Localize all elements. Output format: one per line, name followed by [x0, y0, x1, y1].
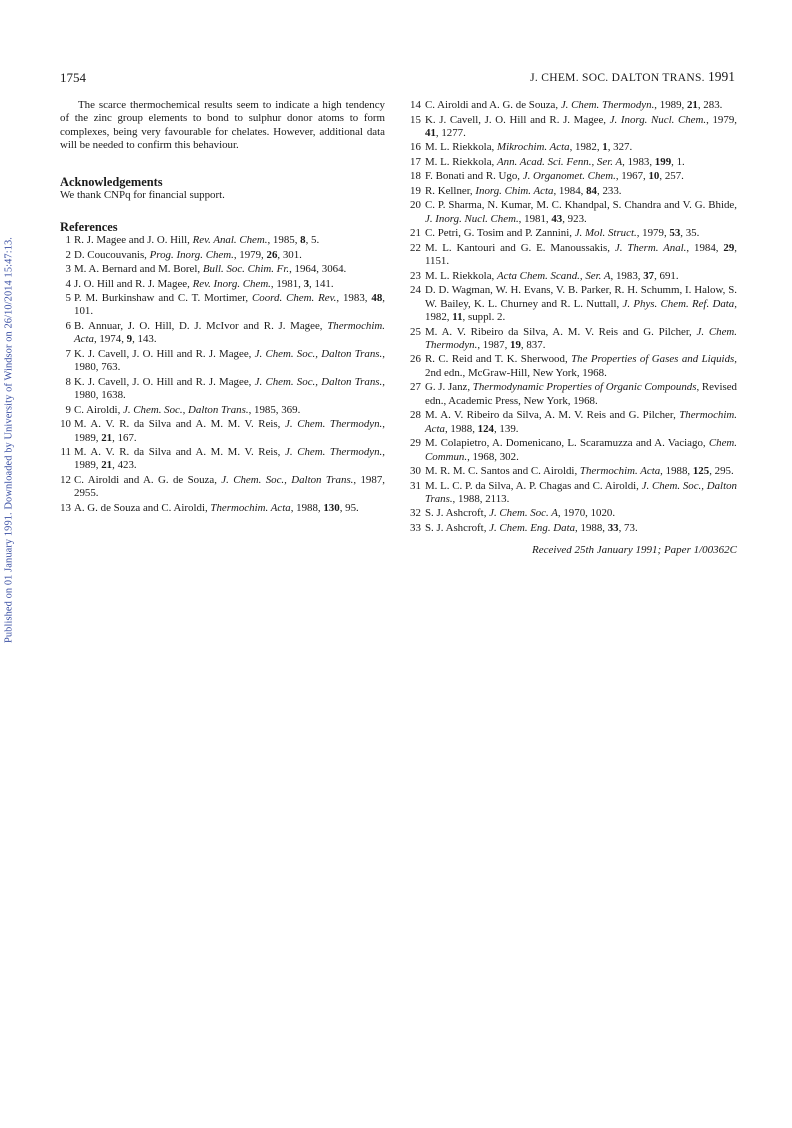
reference-authors: C. Airoldi,	[74, 403, 124, 416]
journal-year: 1991	[708, 69, 735, 84]
reference-volume: 48	[371, 292, 383, 305]
reference-journal: Inorg. Chim. Acta	[475, 184, 554, 197]
reference-authors: K. J. Cavell, J. O. Hill and R. J. Magee,	[425, 113, 610, 126]
reference-journal: Thermochim. Acta	[210, 501, 291, 514]
reference-authors: M. A. V. R. da Silva and A. M. M. V. Reis,	[74, 418, 286, 431]
download-watermark-text[interactable]: Published on 01 January 1991. Downloaded by University of Windsor on 26/10/2014 15:47:13.	[3, 237, 15, 643]
reference-year: , 1982,	[425, 297, 737, 324]
reference-year: , 1974,	[93, 333, 127, 346]
reference-pages: , 101.	[74, 292, 386, 318]
reference-year: , 1983,	[622, 155, 655, 168]
reference-number: 17	[410, 155, 421, 168]
left-column	[60, 99, 385, 516]
reference-journal: J. Chem. Thermodyn.	[560, 99, 655, 111]
reference-journal: The Properties of Gases and Liquids	[571, 353, 735, 366]
reference-year: , 1987,	[477, 338, 511, 351]
reference-volume: 19	[510, 338, 521, 351]
reference-authors: A. G. de Souza and C. Airoldi,	[74, 501, 211, 514]
reference-number: 24	[410, 284, 421, 297]
reference-journal: J. Inorg. Nucl. Chem.	[425, 212, 519, 225]
reference-number: 5	[65, 292, 71, 305]
reference-volume: 11	[452, 311, 463, 324]
reference-volume: 33	[607, 521, 619, 534]
reference-pages: , 301.	[277, 248, 302, 261]
reference-year: , 1979,	[636, 227, 670, 240]
reference-pages: , 95.	[339, 501, 359, 514]
reference-number: 8	[65, 375, 71, 388]
reference-authors: D. D. Wagman, W. H. Evans, V. B. Parker, R. H. Schumm, I. Halow, S. W. Bailey, K. L. Churney and R. L. Nuttall,	[425, 284, 737, 310]
download-watermark	[2, 180, 16, 700]
reference-year: , 1964, 3064.	[289, 263, 347, 276]
reference-journal: J. Phys. Chem. Ref. Data	[622, 297, 735, 310]
reference-volume: 21	[101, 431, 113, 444]
reference-authors: R. J. Magee and J. O. Hill,	[74, 234, 193, 247]
reference-journal: J. Therm. Anal.	[614, 241, 687, 254]
reference-pages: , 233.	[597, 184, 622, 197]
reference-item	[411, 99, 737, 112]
reference-pages: , 327.	[607, 141, 633, 154]
reference-authors: M. L. C. P. da Silva, A. P. Chagas and C. Airoldi,	[425, 479, 642, 492]
reference-number: 11	[60, 446, 71, 459]
reference-pages: , suppl. 2.	[462, 311, 506, 324]
reference-volume: 84	[586, 184, 597, 197]
reference-volume: 124	[477, 422, 494, 435]
reference-authors: M. L. Riekkola,	[425, 155, 497, 168]
reference-number: 10	[60, 418, 71, 431]
reference-authors: D. Coucouvanis,	[74, 248, 150, 261]
reference-item	[411, 480, 737, 507]
reference-pages: , 35.	[680, 227, 700, 240]
reference-list-left	[60, 234, 385, 515]
reference-number: 30	[410, 465, 421, 478]
reference-authors: M. A. Bernard and M. Borel,	[74, 263, 203, 276]
reference-item	[411, 326, 737, 353]
reference-pages: , 1.	[671, 155, 685, 168]
reference-journal: J. Inorg. Nucl. Chem.	[609, 113, 707, 126]
reference-pages: , 423.	[112, 459, 137, 472]
reference-authors: P. M. Burkinshaw and C. T. Mortimer,	[74, 292, 253, 305]
reference-authors: M. Colapietro, A. Domenicano, L. Scaramuzza and A. Vaciago,	[425, 437, 709, 450]
reference-volume: 41	[425, 126, 436, 139]
reference-item	[411, 353, 737, 380]
reference-year: , 1984,	[686, 241, 724, 254]
reference-authors: G. J. Janz,	[425, 381, 473, 394]
reference-journal: Coord. Chem. Rev.	[252, 292, 337, 305]
reference-year: , 1979,	[706, 113, 737, 126]
reference-number: 32	[410, 507, 421, 520]
reference-number: 31	[410, 479, 421, 492]
reference-pages: , 167.	[112, 431, 137, 444]
reference-authors: M. L. Riekkola,	[425, 269, 497, 282]
reference-number: 26	[410, 353, 421, 366]
reference-year: , 1988, 2113.	[452, 492, 510, 505]
reference-year: , 1968, 302.	[467, 450, 519, 463]
reference-number: 6	[65, 319, 71, 332]
reference-item	[60, 502, 385, 515]
reference-journal: Thermochim. Acta	[74, 319, 385, 346]
reference-pages: , 283.	[697, 99, 723, 111]
reference-authors: S. J. Ashcroft,	[425, 507, 490, 520]
reference-year: , 1980, 1638.	[74, 375, 385, 402]
reference-item	[411, 507, 737, 520]
reference-list-right	[411, 99, 737, 535]
reference-number: 20	[410, 199, 421, 212]
reference-journal: Thermodynamic Properties of Organic Compounds	[472, 381, 697, 394]
reference-item	[411, 114, 737, 141]
reference-authors: C. P. Sharma, N. Kumar, M. C. Khandpal, S. Chandra and V. G. Bhide,	[425, 199, 737, 212]
received-line: Received 25th January 1991; Paper 1/00362C	[532, 544, 737, 557]
reference-journal: Prog. Inorg. Chem.	[149, 248, 234, 261]
reference-journal: J. Organomet. Chem.	[522, 170, 616, 183]
journal-running-header	[530, 69, 735, 85]
reference-number: 19	[410, 184, 421, 197]
reference-journal: J. Chem. Soc., Dalton Trans.	[425, 479, 737, 505]
reference-authors: M. A. V. Ribeiro da Silva, A. M. V. Reis and G. Pilcher,	[425, 409, 680, 422]
reference-journal: Rev. Anal. Chem.	[192, 234, 268, 247]
reference-journal: J. Chem. Soc., Dalton Trans.	[254, 347, 383, 360]
reference-authors: M. A. V. Ribeiro da Silva, A. M. V. Reis and G. Pilcher,	[425, 325, 697, 338]
reference-year: , 1982,	[569, 141, 603, 154]
reference-authors: J. O. Hill and R. J. Magee,	[74, 277, 193, 290]
reference-number: 28	[410, 409, 421, 422]
reference-pages: , 1277.	[435, 126, 466, 139]
reference-journal: Thermochim. Acta	[579, 465, 661, 478]
reference-number: 33	[410, 521, 421, 534]
reference-journal: Thermochim. Acta	[425, 409, 737, 435]
reference-pages: , 837.	[520, 338, 546, 351]
reference-journal: Acta Chem. Scand., Ser. A	[497, 269, 611, 282]
reference-volume: 1	[602, 141, 608, 154]
reference-pages: , 5.	[305, 234, 320, 247]
reference-volume: 9	[126, 333, 133, 346]
reference-journal: J. Chem. Thermodyn.	[425, 325, 737, 351]
reference-journal: J. Chem. Soc., Dalton Trans.	[254, 375, 383, 388]
reference-pages: , 923.	[562, 212, 587, 225]
reference-volume: 29	[723, 241, 735, 254]
reference-number: 29	[410, 437, 421, 450]
reference-number: 14	[410, 99, 421, 111]
reference-pages: , 691.	[654, 269, 679, 282]
reference-number: 13	[60, 501, 71, 514]
reference-number: 9	[65, 403, 71, 416]
reference-journal: Chem. Commun.	[425, 437, 737, 463]
reference-journal: J. Chem. Soc. A	[489, 507, 558, 520]
reference-year: , 1985, 369.	[248, 403, 301, 416]
reference-journal: J. Chem. Soc., Dalton Trans.	[221, 473, 354, 486]
reference-year: , 1989,	[654, 99, 687, 111]
reference-item	[60, 376, 385, 403]
reference-volume: 26	[266, 248, 278, 261]
reference-item	[60, 348, 385, 375]
reference-number: 23	[410, 269, 421, 282]
reference-pages: , 143.	[132, 333, 157, 346]
reference-item	[60, 474, 385, 501]
reference-item	[411, 199, 737, 226]
reference-volume: 21	[101, 459, 113, 472]
reference-year: , 1981,	[518, 212, 552, 225]
reference-year: , 1980, 763.	[74, 347, 385, 374]
reference-number: 4	[65, 277, 71, 290]
reference-item	[411, 284, 737, 324]
page-number: 1754	[60, 70, 86, 85]
reference-number: 7	[65, 347, 71, 360]
reference-year: , 1989,	[74, 418, 385, 444]
reference-authors: R. C. Reid and T. K. Sherwood,	[425, 353, 572, 366]
reference-item	[411, 156, 737, 169]
reference-journal: J. Chem. Thermodyn.	[285, 446, 383, 459]
reference-item	[411, 409, 737, 436]
reference-volume: 43	[551, 212, 563, 225]
journal-name: J. CHEM. SOC. DALTON TRANS.	[530, 72, 705, 84]
reference-pages: , 295.	[709, 465, 734, 478]
reference-pages: , 139.	[493, 422, 519, 435]
reference-journal: Mikrochim. Acta	[497, 141, 570, 154]
reference-item	[60, 263, 385, 276]
reference-volume: 125	[692, 465, 710, 478]
right-column	[411, 99, 737, 558]
reference-year: , 1981,	[270, 277, 304, 290]
reference-pages: , 1151.	[425, 241, 738, 268]
reference-item	[60, 418, 385, 445]
reference-journal: J. Mol. Struct.	[574, 227, 637, 240]
reference-year: , 1967,	[615, 170, 649, 183]
reference-volume: 3	[303, 277, 310, 290]
reference-year: , 1985,	[267, 234, 301, 247]
reference-year: , 1983,	[610, 269, 644, 282]
reference-number: 15	[410, 113, 421, 126]
reference-item	[411, 170, 737, 183]
reference-authors: F. Bonati and R. Ugo,	[425, 170, 523, 183]
reference-item	[411, 227, 737, 240]
acknowledgements-text: We thank CNPq for financial support.	[60, 188, 225, 201]
reference-number: 27	[410, 381, 421, 394]
reference-volume: 130	[323, 501, 340, 514]
reference-year: , 1979,	[233, 248, 267, 261]
reference-item	[411, 242, 737, 269]
reference-journal: Bull. Soc. Chim. Fr.	[202, 263, 290, 276]
reference-volume: 8	[300, 234, 306, 247]
reference-number: 2	[65, 248, 71, 261]
reference-authors: C. Airoldi and A. G. de Souza,	[74, 473, 222, 486]
reference-item	[60, 404, 385, 417]
reference-volume: 53	[669, 227, 681, 240]
reference-year: , 2nd edn., McGraw-Hill, New York, 1968.	[425, 353, 737, 379]
reference-year: , 1988,	[575, 521, 608, 534]
reference-number: 25	[410, 325, 421, 338]
reference-authors: C. Petri, G. Tosim and P. Zannini,	[425, 227, 575, 240]
reference-item	[60, 278, 385, 291]
reference-item	[411, 522, 737, 535]
reference-authors: M. L. Kantouri and G. E. Manoussakis,	[425, 241, 615, 254]
reference-year: , 1988,	[290, 501, 324, 514]
reference-authors: M. L. Riekkola,	[425, 141, 497, 154]
reference-item	[411, 437, 737, 464]
references-heading: References	[60, 220, 118, 235]
reference-authors: C. Airoldi and A. G. de Souza,	[425, 99, 561, 111]
reference-pages: , 257.	[659, 170, 684, 183]
reference-journal: Ann. Acad. Sci. Fenn., Ser. A	[497, 155, 623, 168]
reference-item	[411, 381, 737, 408]
reference-item	[60, 446, 385, 473]
reference-year: , 1988,	[444, 422, 478, 435]
reference-pages: , 141.	[309, 277, 334, 290]
reference-year: , 1987, 2955.	[74, 473, 385, 500]
reference-journal: J. Chem. Soc., Dalton Trans.	[123, 403, 249, 416]
reference-authors: K. J. Cavell, J. O. Hill and R. J. Magee,	[74, 347, 255, 360]
reference-volume: 10	[648, 170, 660, 183]
reference-year: , 1984,	[553, 184, 587, 197]
reference-item	[411, 141, 737, 154]
reference-number: 3	[65, 263, 71, 276]
reference-item	[411, 185, 737, 198]
reference-authors: M. R. M. C. Santos and C. Airoldi,	[425, 465, 580, 478]
reference-number: 12	[60, 473, 71, 486]
reference-item	[411, 270, 737, 283]
reference-year: , 1988,	[660, 465, 693, 478]
reference-year: , Revised edn., Academic Press, New York, 1968.	[425, 381, 737, 407]
reference-volume: 21	[686, 99, 698, 111]
reference-number: 1	[65, 234, 71, 247]
reference-year: , 1983,	[336, 292, 372, 305]
reference-journal: J. Chem. Eng. Data	[489, 521, 576, 534]
reference-number: 22	[410, 241, 421, 254]
reference-authors: R. Kellner,	[425, 184, 476, 197]
reference-pages: , 73.	[618, 521, 638, 534]
reference-authors: M. A. V. R. da Silva and A. M. M. V. Reis,	[74, 446, 286, 459]
reference-item	[60, 249, 385, 262]
reference-item	[60, 234, 385, 247]
reference-year: , 1989,	[74, 446, 385, 472]
reference-item	[411, 465, 737, 478]
reference-authors: B. Annuar, J. O. Hill, D. J. McIvor and R. J. Magee,	[74, 319, 328, 332]
reference-authors: K. J. Cavell, J. O. Hill and R. J. Magee,	[74, 375, 255, 388]
conclusion-paragraph: The scarce thermochemical results seem to indicate a high tendency of the zinc group elements to bond to sulphur donor atoms to form complexes, being very favourable for chelates. However, additional data will be needed to confirm this behaviour.	[60, 99, 385, 152]
reference-volume: 37	[643, 269, 655, 282]
reference-number: 18	[410, 170, 421, 183]
reference-number: 16	[410, 141, 421, 154]
reference-journal: J. Chem. Thermodyn.	[285, 418, 383, 431]
acknowledgements-heading: Acknowledgements	[60, 174, 163, 189]
reference-authors: S. J. Ashcroft,	[425, 521, 490, 534]
reference-year: , 1970, 1020.	[557, 507, 616, 520]
reference-journal: Rev. Inorg. Chem.	[192, 277, 271, 290]
reference-volume: 199	[654, 155, 672, 168]
reference-number: 21	[410, 227, 421, 240]
reference-item	[60, 292, 385, 319]
reference-item	[60, 320, 385, 347]
